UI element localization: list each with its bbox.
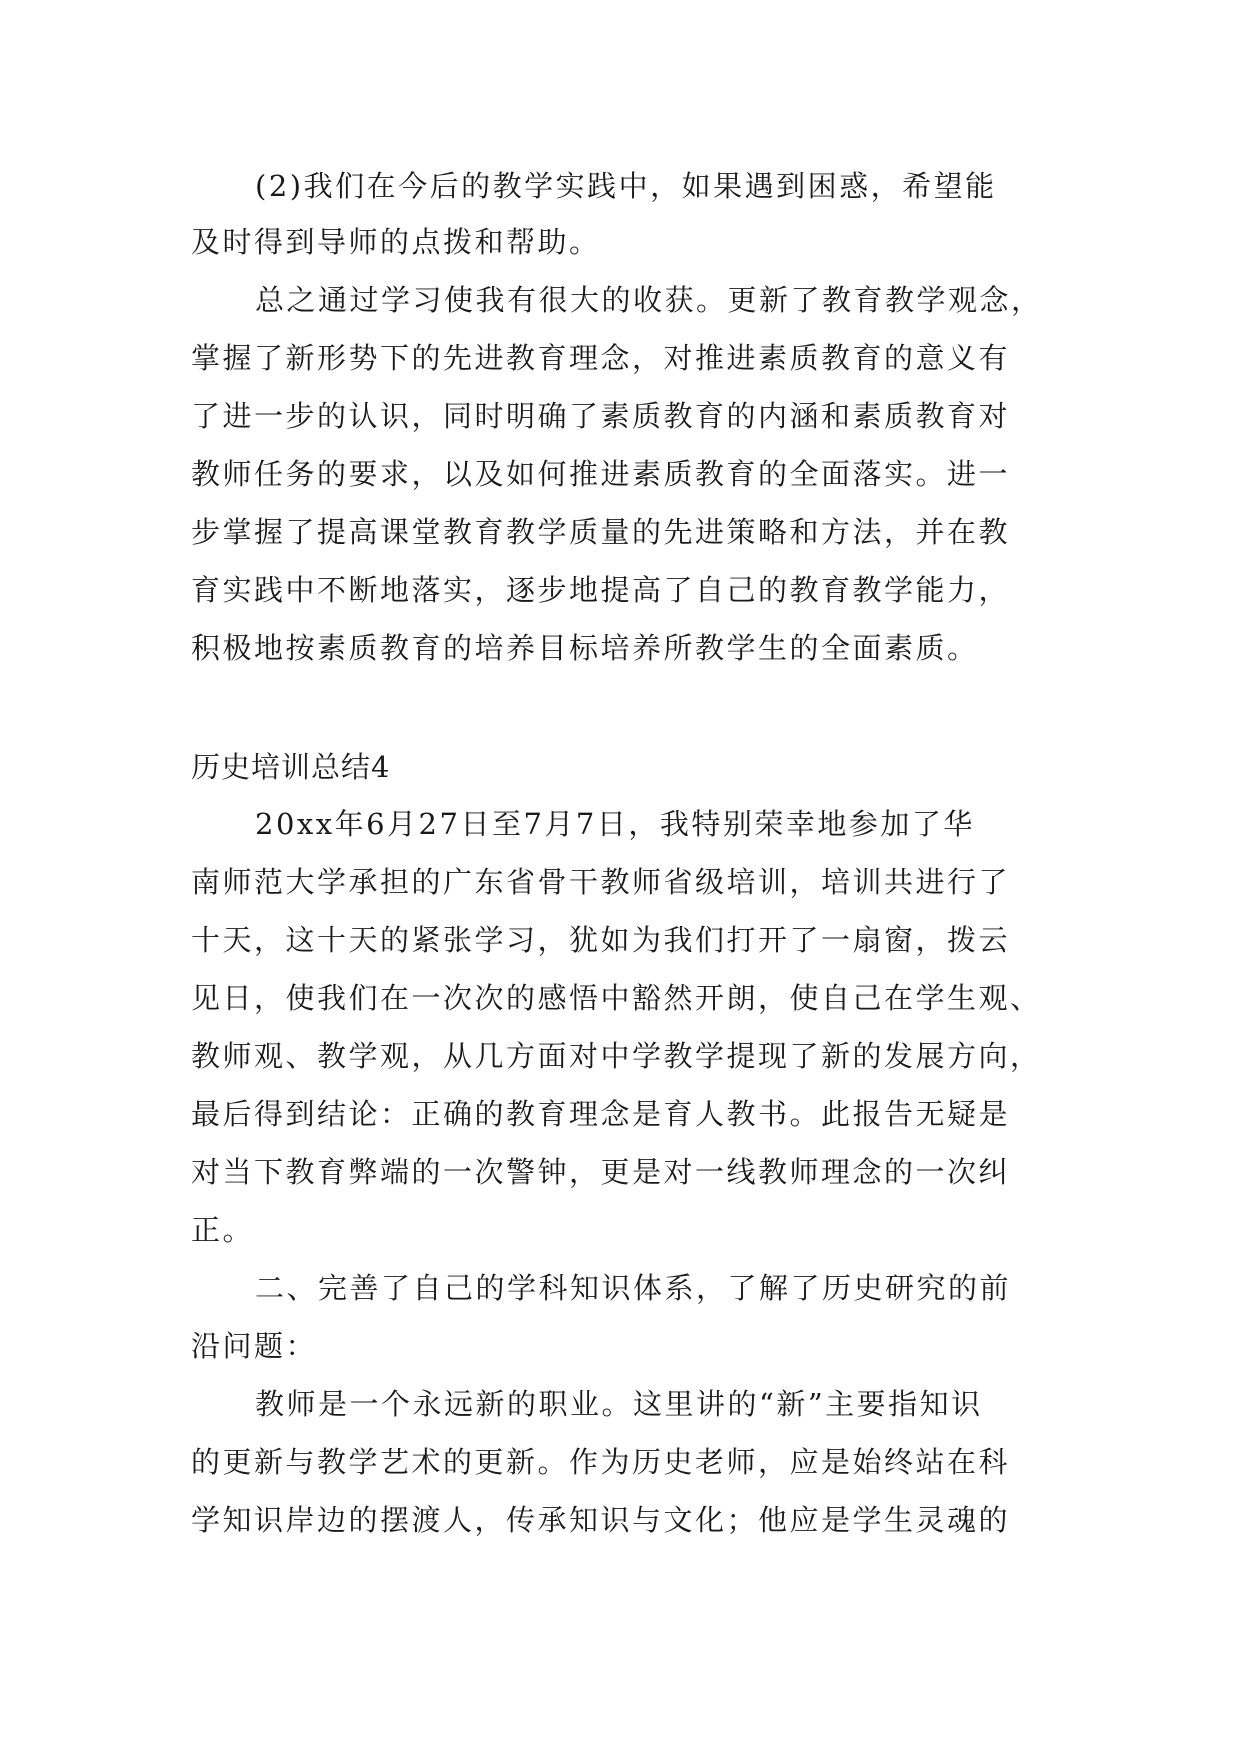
- text-line: 教师是一个永远新的职业。这里讲的“新”主要指知识: [255, 1387, 983, 1421]
- text-line: (2)我们在今后的教学实践中，如果遇到困惑，希望能: [255, 169, 997, 203]
- text-line: 二、完善了自己的学科知识体系，了解了历史研究的前: [255, 1271, 1012, 1305]
- text-line: 教师任务的要求，以及如何推进素质教育的全面落实。进一: [191, 457, 1011, 491]
- text-line: 育实践中不断地落实，逐步地提高了自己的教育教学能力，: [191, 573, 1011, 607]
- text-line: 20xx年6月27日至7月7日，我特别荣幸地参加了华: [255, 807, 975, 841]
- section-heading: 历史培训总结4: [191, 750, 391, 784]
- text-line: 及时得到导师的点拨和帮助。: [191, 225, 601, 259]
- text-line: 十天，这十天的紧张学习，犹如为我们打开了一扇窗，拨云: [191, 923, 1011, 957]
- text-line: 对当下教育弊端的一次警钟，更是对一线教师理念的一次纠: [191, 1155, 1011, 1189]
- text-line: 最后得到结论：正确的教育理念是育人教书。此报告无疑是: [191, 1097, 1011, 1131]
- text-line: 教师观、教学观，从几方面对中学教学提现了新的发展方向，: [191, 1039, 1042, 1073]
- text-line: 的更新与教学艺术的更新。作为历史老师，应是始终站在科: [191, 1445, 1011, 1479]
- text-line: 学知识岸边的摆渡人，传承知识与文化；他应是学生灵魂的: [191, 1503, 1011, 1537]
- text-line: 沿问题：: [191, 1329, 318, 1363]
- text-line: 正。: [191, 1213, 255, 1247]
- text-line: 步掌握了提高课堂教育教学质量的先进策略和方法，并在教: [191, 515, 1011, 549]
- text-line: 掌握了新形势下的先进教育理念，对推进素质教育的意义有: [191, 341, 1011, 375]
- text-line: 总之通过学习使我有很大的收获。更新了教育教学观念，: [255, 283, 1043, 317]
- text-line: 了进一步的认识，同时明确了素质教育的内涵和素质教育对: [191, 399, 1011, 433]
- text-line: 见日，使我们在一次次的感悟中豁然开朗，使自己在学生观、: [191, 981, 1042, 1015]
- text-line: 南师范大学承担的广东省骨干教师省级培训，培训共进行了: [191, 865, 1011, 899]
- text-line: 积极地按素质教育的培养目标培养所教学生的全面素质。: [191, 631, 979, 665]
